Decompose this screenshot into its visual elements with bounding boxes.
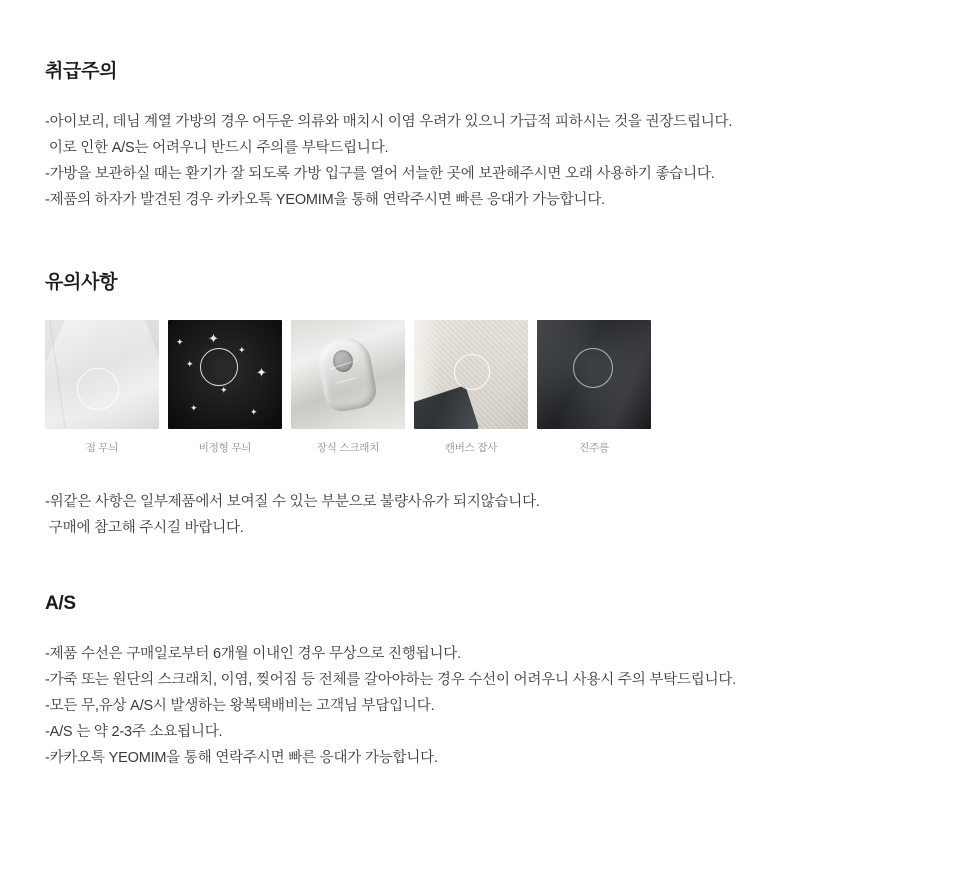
section-as: [45, 593, 915, 771]
leather-wrinkle-sample-image: [537, 320, 651, 429]
care-line-2: 이로 인한 A/S는 어려우니 반드시 주의를 부탁드립니다.: [45, 140, 389, 156]
sample-item: [168, 320, 282, 455]
canvas-thread-sample-image: [414, 320, 528, 429]
star-pattern-sample-image: [168, 320, 282, 429]
sample-image-strip: [45, 320, 915, 455]
sample-item: [291, 320, 405, 455]
section-title-notice: 유의사항: [45, 272, 118, 293]
sample-item: [45, 320, 159, 455]
star-icon: ✦: [220, 385, 228, 395]
star-icon: ✦: [176, 337, 184, 347]
highlight-circle: [573, 348, 613, 388]
care-line-1: -아이보리, 데님 계열 가방의 경우 어두운 의류와 매치시 이염 우려가 있으니 가급적 피하시는 것을 권장드립니다.: [45, 114, 733, 130]
notice-line-2: 구매에 참고해 주시길 바랍니다.: [45, 520, 244, 536]
hardware-shape: [315, 334, 379, 414]
care-line-4: -제품의 하자가 발견된 경우 카카오톡 YEOMIM을 통해 연락주시면 빠른 응대가 가능합니다.: [45, 192, 605, 208]
as-text-block: [45, 641, 915, 771]
sample-caption: 캔버스 잡사: [444, 442, 498, 454]
highlight-circle: [200, 348, 238, 386]
sample-caption: 비정형 무늬: [198, 442, 252, 454]
section-notice: [45, 267, 915, 541]
sample-caption: 점 무늬: [85, 442, 119, 454]
highlight-circle: [77, 368, 119, 410]
sample-caption: 장식 스크래치: [316, 442, 380, 454]
notice-text-block: [45, 489, 915, 541]
section-title-as: A/S: [45, 593, 76, 614]
as-line-1: -제품 수선은 구매일로부터 6개월 이내인 경우 무상으로 진행됩니다.: [45, 646, 461, 662]
care-line-3: -가방을 보관하실 때는 환기가 잘 되도록 가방 입구를 열어 서늘한 곳에 보관해주시면 오래 사용하기 좋습니다.: [45, 166, 715, 182]
sample-caption: 진주름: [579, 442, 609, 454]
as-line-3: -모든 무,유상 A/S시 발생하는 왕복택배비는 고객님 부담입니다.: [45, 698, 435, 714]
as-line-4: -A/S 는 약 2-3주 소요됩니다.: [45, 724, 223, 740]
sample-item: [537, 320, 651, 455]
section-care: [45, 56, 915, 213]
as-line-5: -카카오톡 YEOMIM을 통해 연락주시면 빠른 응대가 가능합니다.: [45, 750, 438, 766]
star-icon: ✦: [208, 331, 219, 346]
section-title-care: 취급주의: [45, 61, 118, 82]
as-line-2: -가죽 또는 원단의 스크래치, 이염, 찢어짐 등 전체를 갈아야하는 경우 수선이 어려우니 사용시 주의 부탁드립니다.: [45, 672, 737, 688]
highlight-circle: [454, 354, 490, 390]
care-text-block: [45, 109, 915, 213]
star-icon: ✦: [186, 359, 194, 369]
fabric-dot-sample-image: [45, 320, 159, 429]
hardware-scratch-sample-image: [291, 320, 405, 429]
sample-item: [414, 320, 528, 455]
star-icon: ✦: [190, 403, 198, 413]
star-icon: ✦: [256, 365, 267, 380]
star-icon: ✦: [250, 407, 258, 417]
notice-line-1: -위같은 사항은 일부제품에서 보여질 수 있는 부분으로 불량사유가 되지않습니다.: [45, 494, 540, 510]
star-icon: ✦: [238, 345, 246, 355]
